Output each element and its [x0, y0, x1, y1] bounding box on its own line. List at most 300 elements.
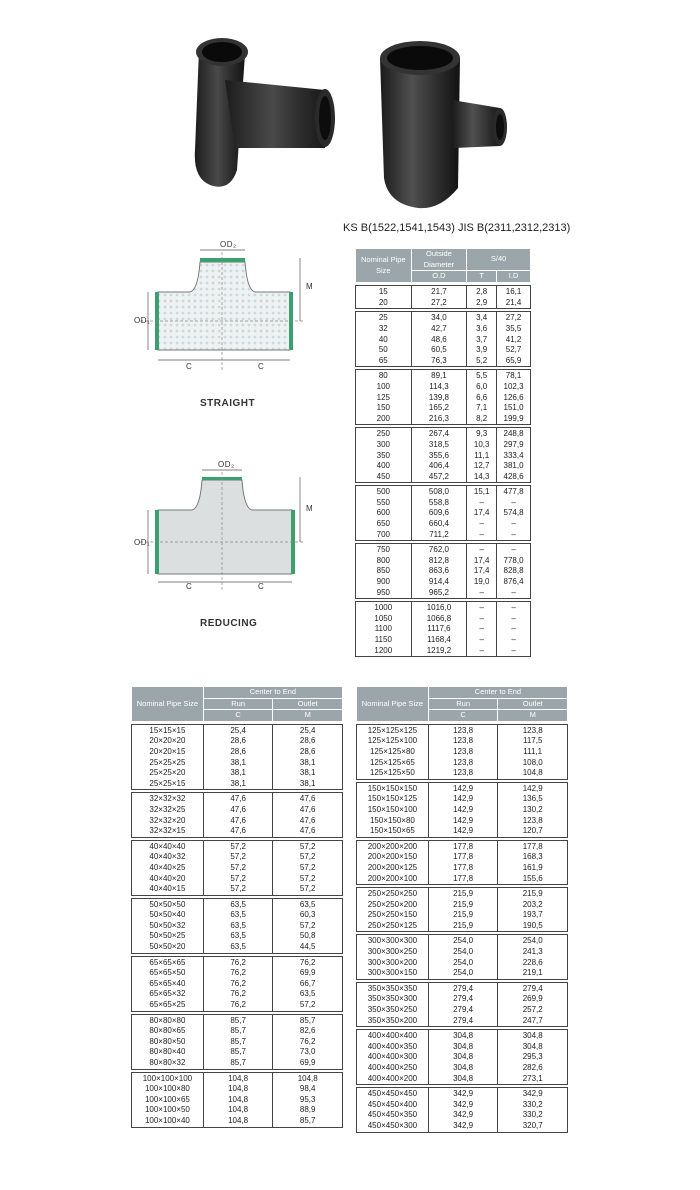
ce1-table-row-cell: 100×100×65 [132, 1095, 204, 1106]
straight-m-label: M [306, 282, 314, 291]
ce2-table-row-cell: 190,5 [498, 921, 568, 932]
od-table-row-cell: 762,0 [411, 544, 467, 556]
od-table-row-group [356, 286, 531, 309]
od-table-row-cell: 21,4 [497, 298, 531, 309]
ce2-table-row-cell: 125×125×125 [357, 724, 429, 736]
od-table-row-cell: – [497, 602, 531, 614]
ce2-header-nominal: Nominal Pipe Size [357, 687, 429, 722]
od-table-row-cell: 100 [356, 382, 412, 393]
ce2-table-row-cell: 279,4 [428, 994, 498, 1005]
ce1-table-row-cell: 15×15×15 [132, 724, 204, 736]
od-table-row-group [356, 486, 531, 541]
od-table-row-cell: – [497, 624, 531, 635]
ce2-table-row-cell: 177,8 [428, 852, 498, 863]
ce2-table-row-cell: 304,8 [498, 1042, 568, 1053]
reducing-tee-photo [360, 28, 525, 213]
ce1-table-row [132, 816, 343, 827]
od-table-row-cell: 333,4 [497, 451, 531, 462]
ce2-table-row-cell: 241,3 [498, 947, 568, 958]
ce2-table-row-cell: 142,9 [428, 805, 498, 816]
od-table-row-cell: 1117,6 [411, 624, 467, 635]
ce1-table-row-group [132, 1014, 343, 1069]
ce1-table-row-cell: 57,2 [273, 874, 343, 885]
ce2-table-row [357, 1030, 568, 1042]
ce2-table-row-cell: 295,3 [498, 1052, 568, 1063]
od-table-row [356, 588, 531, 599]
ce1-table-row-cell: 28,6 [203, 747, 273, 758]
od-table-row-cell: 78,1 [497, 370, 531, 382]
ce1-header-outlet: Outlet [273, 698, 343, 710]
ce1-table-row [132, 921, 343, 932]
ce2-header-c: C [428, 710, 498, 722]
od-table-row-cell: 863,6 [411, 566, 467, 577]
ce1-table-row [132, 863, 343, 874]
straight-label: STRAIGHT [200, 398, 256, 409]
ce1-table-row-cell: 100×100×80 [132, 1084, 204, 1095]
ce1-table-row-group [132, 1072, 343, 1127]
ce1-table-row [132, 1000, 343, 1011]
od-table-row [356, 635, 531, 646]
ce1-table-row-cell: 80×80×80 [132, 1014, 204, 1026]
ce1-table-row [132, 1037, 343, 1048]
ce2-table-row-cell: 450×450×400 [357, 1100, 429, 1111]
ce1-table-row-cell: 82,6 [273, 1026, 343, 1037]
ce1-table-row-cell: 57,2 [273, 1000, 343, 1011]
od-table-row-cell: 500 [356, 486, 412, 498]
ce1-table-row-cell: 85,7 [273, 1116, 343, 1127]
od-table-row-cell: 609,6 [411, 508, 467, 519]
od-table-row [356, 614, 531, 625]
od-table-row [356, 602, 531, 614]
od-table-row-cell: 14,3 [467, 472, 497, 483]
od-table-row-cell: 32 [356, 324, 412, 335]
ce2-table-row-cell: 254,0 [428, 968, 498, 979]
ce1-table-row-cell: 50×50×50 [132, 898, 204, 910]
ce1-table-row-cell: 28,6 [273, 747, 343, 758]
ce2-table-row [357, 968, 568, 979]
ce2-table-row-cell: 215,9 [498, 888, 568, 900]
ce2-table-row-cell: 120,7 [498, 826, 568, 837]
ce2-table-row-cell: 350×350×250 [357, 1005, 429, 1016]
ce1-table-row-cell: 50×50×40 [132, 910, 204, 921]
ce2-table-row [357, 794, 568, 805]
reducing-c2-label: C [258, 582, 265, 591]
od-table-row-cell: – [497, 614, 531, 625]
reducing-label: REDUCING [200, 618, 258, 629]
ce2-table-row-cell: 142,9 [428, 782, 498, 794]
od-table-row-cell: – [497, 530, 531, 541]
ce2-table-row-group [357, 1030, 568, 1085]
od-table-row-cell: 216,3 [411, 414, 467, 425]
ce1-table-row [132, 1084, 343, 1095]
ce1-table-row-cell: 63,5 [203, 942, 273, 953]
ce2-table-row [357, 736, 568, 747]
od-table-row-group [356, 370, 531, 425]
ce2-table-row-cell: 123,8 [428, 758, 498, 769]
od-table-row-cell: 428,6 [497, 472, 531, 483]
od-table-row-cell: 8,2 [467, 414, 497, 425]
ce1-table-row-cell: 63,5 [203, 910, 273, 921]
od-table-row-cell: 3,4 [467, 312, 497, 324]
ce1-table-row-cell: 47,6 [273, 816, 343, 827]
od-table-row-cell: 318,5 [411, 440, 467, 451]
ce2-table-row-cell: 215,9 [428, 900, 498, 911]
ce2-table-row [357, 863, 568, 874]
ce1-table-row-group [132, 793, 343, 837]
ce2-table-row-cell: 257,2 [498, 1005, 568, 1016]
od-table-row-cell: 11,1 [467, 451, 497, 462]
od-table-row-cell: 60,5 [411, 345, 467, 356]
ce2-table-row [357, 1088, 568, 1100]
od-table-row-cell: – [467, 544, 497, 556]
od-header-id: I.D [497, 271, 531, 283]
ce2-table-row-cell: 342,9 [428, 1088, 498, 1100]
ce1-table-row-cell: 85,7 [203, 1058, 273, 1069]
ce2-table-row-cell: 254,0 [428, 935, 498, 947]
od-table-row-cell: 16,1 [497, 286, 531, 298]
ce1-table-row-cell: 25,4 [273, 724, 343, 736]
ce2-table-row [357, 982, 568, 994]
od-table-row [356, 335, 531, 346]
ce1-table-row [132, 852, 343, 863]
od-table-row-cell: 6,6 [467, 393, 497, 404]
ce2-table-row-group [357, 782, 568, 837]
ce1-table-row-cell: 63,5 [203, 931, 273, 942]
ce1-table-row-cell: 47,6 [203, 826, 273, 837]
ce1-table-row-cell: 69,9 [273, 1058, 343, 1069]
ce2-table-row-cell: 123,8 [428, 736, 498, 747]
ce2-table-row-cell: 350×350×350 [357, 982, 429, 994]
ce2-table-row-cell: 342,9 [428, 1110, 498, 1121]
ce1-table-row-cell: 57,2 [273, 884, 343, 895]
outside-diameter-table [355, 248, 531, 657]
ce2-table-row-cell: 400×400×350 [357, 1042, 429, 1053]
ce2-table-row [357, 1121, 568, 1132]
ce2-table-row-cell: 304,8 [498, 1030, 568, 1042]
ce2-table-row [357, 768, 568, 779]
ce1-table-row [132, 884, 343, 895]
ce1-table-row-cell: 60,3 [273, 910, 343, 921]
ce2-table-row [357, 921, 568, 932]
ce1-table-row-cell: 40×40×15 [132, 884, 204, 895]
ce1-table-row-cell: 50,8 [273, 931, 343, 942]
ce1-table-row-cell: 38,1 [273, 779, 343, 790]
od-table-row-cell: 12,7 [467, 461, 497, 472]
od-table-row-cell: 200 [356, 414, 412, 425]
ce2-table-row [357, 1074, 568, 1085]
ce1-table-row-cell: 76,2 [273, 1037, 343, 1048]
od-table-row-cell: 1200 [356, 646, 412, 657]
od-table-row-cell: 17,4 [467, 556, 497, 567]
od-table-row-cell: 2,8 [467, 286, 497, 298]
ce1-table-row-cell: 65×65×65 [132, 956, 204, 968]
ce2-table-row-cell: 304,8 [428, 1042, 498, 1053]
ce2-header-m: M [498, 710, 568, 722]
od-table-row-cell: 3,7 [467, 335, 497, 346]
ce2-table-row-cell: 450×450×300 [357, 1121, 429, 1132]
od-table-row-cell: 27,2 [497, 312, 531, 324]
ce1-table-row-group [132, 956, 343, 1011]
ce2-table-row [357, 724, 568, 736]
ce1-header-center: Center to End [203, 687, 342, 699]
ce2-table-row-cell: 400×400×250 [357, 1063, 429, 1074]
ce1-table-row-cell: 25×25×15 [132, 779, 204, 790]
ce1-table-row [132, 1116, 343, 1127]
straight-tee-drawing [120, 232, 320, 392]
od-table-row-cell: 10,3 [467, 440, 497, 451]
reducing-od2-label: OD₂ [218, 460, 235, 469]
ce2-table-row-cell: 150×150×150 [357, 782, 429, 794]
od-table-row [356, 556, 531, 567]
od-table-row-cell: 406,4 [411, 461, 467, 472]
ce1-table-row-cell: 40×40×32 [132, 852, 204, 863]
ce2-table-row-cell: 330,2 [498, 1100, 568, 1111]
ce2-table-row [357, 852, 568, 863]
od-table-row [356, 646, 531, 657]
od-table-row-cell: – [467, 646, 497, 657]
od-table-row [356, 345, 531, 356]
ce1-table-row-cell: 47,6 [203, 805, 273, 816]
ce2-table-row-cell: 125×125×65 [357, 758, 429, 769]
od-table-row [356, 486, 531, 498]
ce1-table-row-cell: 65×65×25 [132, 1000, 204, 1011]
od-table-row-cell: 650 [356, 519, 412, 530]
ce1-table-row [132, 979, 343, 990]
ce2-table-row-cell: 123,8 [498, 724, 568, 736]
od-table-row [356, 544, 531, 556]
ce1-header-nominal: Nominal Pipe Size [132, 687, 204, 722]
od-table-row-cell: – [467, 635, 497, 646]
ce1-table-row [132, 1095, 343, 1106]
od-table-row-cell: 1000 [356, 602, 412, 614]
ce2-table-row-cell: 215,9 [428, 921, 498, 932]
od-table-row-cell: 199,9 [497, 414, 531, 425]
ce1-table-row-cell: 76,2 [203, 956, 273, 968]
od-header-t: T [467, 271, 497, 283]
od-table-row-cell: 660,4 [411, 519, 467, 530]
od-table-row-cell: 267,4 [411, 428, 467, 440]
ce2-table-row-cell: 200×200×200 [357, 840, 429, 852]
standards-heading: KS B(1522,1541,1543) JIS B(2311,2312,2313) [343, 222, 571, 234]
od-table-row-cell: 1016,0 [411, 602, 467, 614]
od-table-row-cell: 477,8 [497, 486, 531, 498]
od-table-row-cell: 828,8 [497, 566, 531, 577]
ce1-table-row-cell: 63,5 [203, 898, 273, 910]
ce2-table-row-cell: 142,9 [498, 782, 568, 794]
od-table-row-cell: 34,0 [411, 312, 467, 324]
straight-c1-label: C [186, 362, 193, 371]
od-table-row [356, 324, 531, 335]
od-table-row-cell: 21,7 [411, 286, 467, 298]
ce2-table-row-cell: 123,8 [428, 768, 498, 779]
ce1-table-row-cell: 63,5 [273, 989, 343, 1000]
ce2-table-row-cell: 177,8 [428, 863, 498, 874]
ce2-table-row [357, 958, 568, 969]
ce2-table-row-cell: 219,1 [498, 968, 568, 979]
ce2-table-row-cell: 177,8 [498, 840, 568, 852]
od-table-row-cell: 17,4 [467, 566, 497, 577]
ce2-table-row-cell: 200×200×125 [357, 863, 429, 874]
od-table-row-group [356, 602, 531, 657]
ce1-table-row [132, 968, 343, 979]
ce2-table-row [357, 947, 568, 958]
ce1-table-row-cell: 104,8 [273, 1072, 343, 1084]
ce2-table-row-cell: 320,7 [498, 1121, 568, 1132]
od-table-row-cell: 150 [356, 403, 412, 414]
od-header-outside: Outside Diameter [411, 249, 467, 271]
ce2-table-row-cell: 111,1 [498, 747, 568, 758]
ce1-table-row-cell: 50×50×25 [132, 931, 204, 942]
ce2-table-row-cell: 108,0 [498, 758, 568, 769]
ce2-table-row-cell: 200×200×100 [357, 874, 429, 885]
od-table-row-cell: 700 [356, 530, 412, 541]
ce1-table-row-cell: 40×40×25 [132, 863, 204, 874]
ce1-table-row-cell: 98,4 [273, 1084, 343, 1095]
ce2-table-row [357, 826, 568, 837]
ce2-table-row [357, 910, 568, 921]
ce1-table-row-cell: 25×25×25 [132, 758, 204, 769]
ce1-table-row-cell: 104,8 [203, 1105, 273, 1116]
ce1-table-row-cell: 63,5 [203, 921, 273, 932]
od-table-row-cell: 27,2 [411, 298, 467, 309]
ce1-table-row-cell: 76,2 [203, 989, 273, 1000]
ce1-table-row [132, 768, 343, 779]
ce1-table-row-cell: 47,6 [273, 805, 343, 816]
ce2-table-row-group [357, 982, 568, 1026]
od-table-row-cell: 42,7 [411, 324, 467, 335]
od-table-row-cell: 400 [356, 461, 412, 472]
ce1-table-row-cell: 57,2 [203, 884, 273, 895]
od-header-schedule: S/40 [467, 249, 531, 271]
od-table-row [356, 440, 531, 451]
od-table-row-cell: 550 [356, 498, 412, 509]
ce2-table-row-cell: 254,0 [428, 958, 498, 969]
ce2-table-row-cell: 155,6 [498, 874, 568, 885]
ce1-table-row-cell: 76,2 [203, 968, 273, 979]
od-table-row-group [356, 544, 531, 599]
od-table-row-cell: 248,8 [497, 428, 531, 440]
ce2-table-row-cell: 254,0 [498, 935, 568, 947]
ce1-table-row [132, 1014, 343, 1026]
ce2-table-row-cell: 104,8 [498, 768, 568, 779]
od-table-row-cell: 2,9 [467, 298, 497, 309]
ce2-header-run: Run [428, 698, 498, 710]
ce2-table-row [357, 1042, 568, 1053]
ce1-table-row-cell: 47,6 [203, 793, 273, 805]
od-table-row-cell: 15,1 [467, 486, 497, 498]
od-table-row-cell: 25 [356, 312, 412, 324]
ce2-table-row-cell: 400×400×200 [357, 1074, 429, 1085]
ce1-table-row-group [132, 724, 343, 790]
od-table-row-cell: 558,8 [411, 498, 467, 509]
ce2-table-row-cell: 282,6 [498, 1063, 568, 1074]
ce2-table-row-group [357, 840, 568, 884]
od-table-row-cell: 900 [356, 577, 412, 588]
od-table-row-cell: 114,3 [411, 382, 467, 393]
ce1-table-row-cell: 38,1 [203, 768, 273, 779]
ce2-table-row-cell: 125×125×80 [357, 747, 429, 758]
ce1-table-row [132, 956, 343, 968]
ce1-table-row-cell: 47,6 [273, 826, 343, 837]
od-table-row-cell: 7,1 [467, 403, 497, 414]
od-table-row-cell: 65 [356, 356, 412, 367]
ce1-table-row-cell: 40×40×40 [132, 840, 204, 852]
ce1-table-row-cell: 57,2 [203, 874, 273, 885]
ce2-table-row [357, 747, 568, 758]
straight-od2-label: OD₂ [220, 240, 237, 249]
ce1-table-row [132, 1047, 343, 1058]
ce1-table-row-cell: 25×25×20 [132, 768, 204, 779]
ce2-table-row [357, 1005, 568, 1016]
od-table-row-cell: 1168,4 [411, 635, 467, 646]
od-table-row-cell: 914,4 [411, 577, 467, 588]
ce2-table-row-cell: 279,4 [428, 982, 498, 994]
ce1-table-row-cell: 100×100×40 [132, 1116, 204, 1127]
od-table-row-cell: 297,9 [497, 440, 531, 451]
od-table-row-cell: 1219,2 [411, 646, 467, 657]
od-header-nominal: Nominal Pipe Size [356, 249, 412, 283]
ce1-table-row-cell: 100×100×100 [132, 1072, 204, 1084]
ce1-table-row-cell: 76,2 [273, 956, 343, 968]
ce2-table-row-cell: 250×250×200 [357, 900, 429, 911]
ce1-table-row-cell: 32×32×32 [132, 793, 204, 805]
od-table-row-group [356, 428, 531, 483]
ce1-table-row-cell: 38,1 [203, 758, 273, 769]
od-table-row-cell: 52,7 [497, 345, 531, 356]
ce1-table-row-cell: 47,6 [273, 793, 343, 805]
od-table-row-cell: 9,3 [467, 428, 497, 440]
straight-od1-label: OD₁ [134, 316, 151, 325]
ce1-table-row-cell: 57,2 [273, 921, 343, 932]
ce2-table-row-cell: 250×250×125 [357, 921, 429, 932]
od-table-row [356, 508, 531, 519]
ce2-table-row-cell: 342,9 [428, 1121, 498, 1132]
od-table-row-cell: 89,1 [411, 370, 467, 382]
ce2-table-row-cell: 142,9 [428, 816, 498, 827]
od-table-row-cell: 35,5 [497, 324, 531, 335]
ce1-table-row-cell: 95,3 [273, 1095, 343, 1106]
ce1-table-row-cell: 47,6 [203, 816, 273, 827]
ce2-table-row-cell: 450×450×350 [357, 1110, 429, 1121]
ce2-table-row-cell: 279,4 [428, 1005, 498, 1016]
ce2-table-row-cell: 117,5 [498, 736, 568, 747]
ce2-table-row-group [357, 888, 568, 932]
ce1-table-row-cell: 104,8 [203, 1072, 273, 1084]
ce2-table-row-cell: 304,8 [428, 1063, 498, 1074]
od-table-row [356, 451, 531, 462]
od-table-row-cell: 250 [356, 428, 412, 440]
od-table-row-cell: 126,6 [497, 393, 531, 404]
ce1-table-row-cell: 44,5 [273, 942, 343, 953]
od-table-row-cell: 381,0 [497, 461, 531, 472]
ce1-table-row-cell: 69,9 [273, 968, 343, 979]
ce2-table-row-cell: 450×450×450 [357, 1088, 429, 1100]
ce2-table-row-cell: 193,7 [498, 910, 568, 921]
od-table-row-cell: – [497, 646, 531, 657]
ce1-table-row-cell: 66,7 [273, 979, 343, 990]
ce1-table-row-cell: 57,2 [203, 852, 273, 863]
ce2-header-outlet: Outlet [498, 698, 568, 710]
ce1-table-row [132, 1105, 343, 1116]
ce2-table-row-cell: 142,9 [428, 794, 498, 805]
ce2-table-row-group [357, 935, 568, 979]
od-table-row [356, 298, 531, 309]
straight-tee-diagram [120, 232, 320, 432]
ce1-table-row [132, 989, 343, 1000]
ce2-table-row-cell: 304,8 [428, 1074, 498, 1085]
ce1-table-row-cell: 85,7 [203, 1026, 273, 1037]
ce1-table-row-cell: 85,7 [273, 1014, 343, 1026]
